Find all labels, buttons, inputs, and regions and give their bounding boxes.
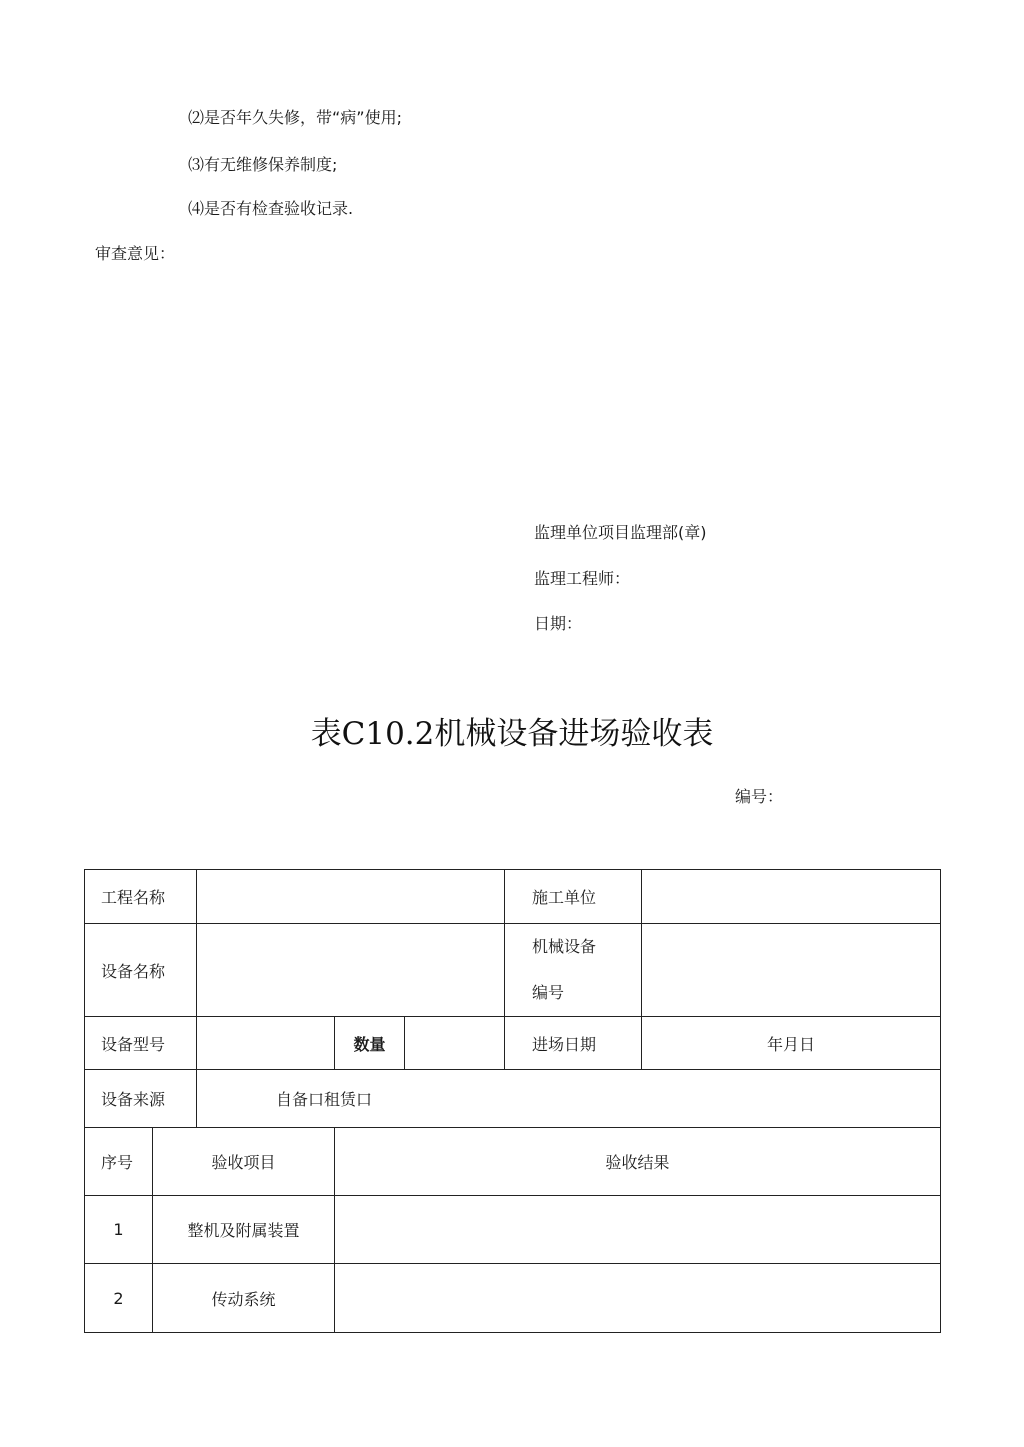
row-result-field[interactable]	[335, 1196, 941, 1264]
quantity-label: 数量	[335, 1017, 405, 1070]
signature-date-label: 日期：	[534, 614, 583, 633]
equipment-name-label: 设备名称	[85, 924, 197, 1017]
source-options[interactable]: 自备口租赁口	[197, 1070, 941, 1128]
review-item-2: ⑵是否年久失修，带“病”使用;	[188, 108, 402, 127]
row-item: 传动系统	[153, 1264, 335, 1333]
entry-date-field[interactable]: 年月日	[642, 1017, 941, 1070]
equipment-number-label-line1: 机械设备	[532, 937, 597, 956]
row-source	[85, 1070, 941, 1128]
model-field[interactable]	[197, 1017, 335, 1070]
equipment-name-field[interactable]	[197, 924, 505, 1017]
equipment-number-field[interactable]	[642, 924, 941, 1017]
row-seq: 1	[85, 1196, 153, 1264]
equipment-number-label	[505, 924, 642, 1017]
review-opinion-label: 审查意见：	[95, 244, 176, 263]
project-name-field[interactable]	[197, 870, 505, 924]
row-model	[85, 1017, 941, 1070]
entry-date-label: 进场日期	[505, 1017, 642, 1070]
project-name-label: 工程名称	[85, 870, 197, 924]
row-item: 整机及附属装置	[153, 1196, 335, 1264]
quantity-field[interactable]	[405, 1017, 505, 1070]
col-seq-header: 序号	[85, 1128, 153, 1196]
construction-unit-label: 施工单位	[505, 870, 642, 924]
review-item-3: ⑶有无维修保养制度;	[188, 155, 338, 174]
row-result-field[interactable]	[335, 1264, 941, 1333]
equipment-acceptance-table	[84, 869, 941, 1333]
col-item-header: 验收项目	[153, 1128, 335, 1196]
form-number-label: 编号：	[735, 787, 784, 806]
supervision-engineer-label: 监理工程师：	[534, 569, 631, 588]
row-seq: 2	[85, 1264, 153, 1333]
form-title: 表C10.2机械设备进场验收表	[310, 716, 714, 752]
construction-unit-field[interactable]	[642, 870, 941, 924]
row-project	[85, 870, 941, 924]
supervision-dept-seal: 监理单位项目监理部(章)	[534, 523, 707, 542]
model-label: 设备型号	[85, 1017, 197, 1070]
source-label: 设备来源	[85, 1070, 197, 1128]
row-equipment-name	[85, 924, 941, 1017]
col-result-header: 验收结果	[335, 1128, 941, 1196]
equipment-number-label-line2: 编号	[532, 983, 565, 1002]
table-row	[85, 1196, 941, 1264]
row-header	[85, 1128, 941, 1196]
review-item-4: ⑷是否有检查验收记录.	[188, 199, 354, 218]
table-row	[85, 1264, 941, 1333]
